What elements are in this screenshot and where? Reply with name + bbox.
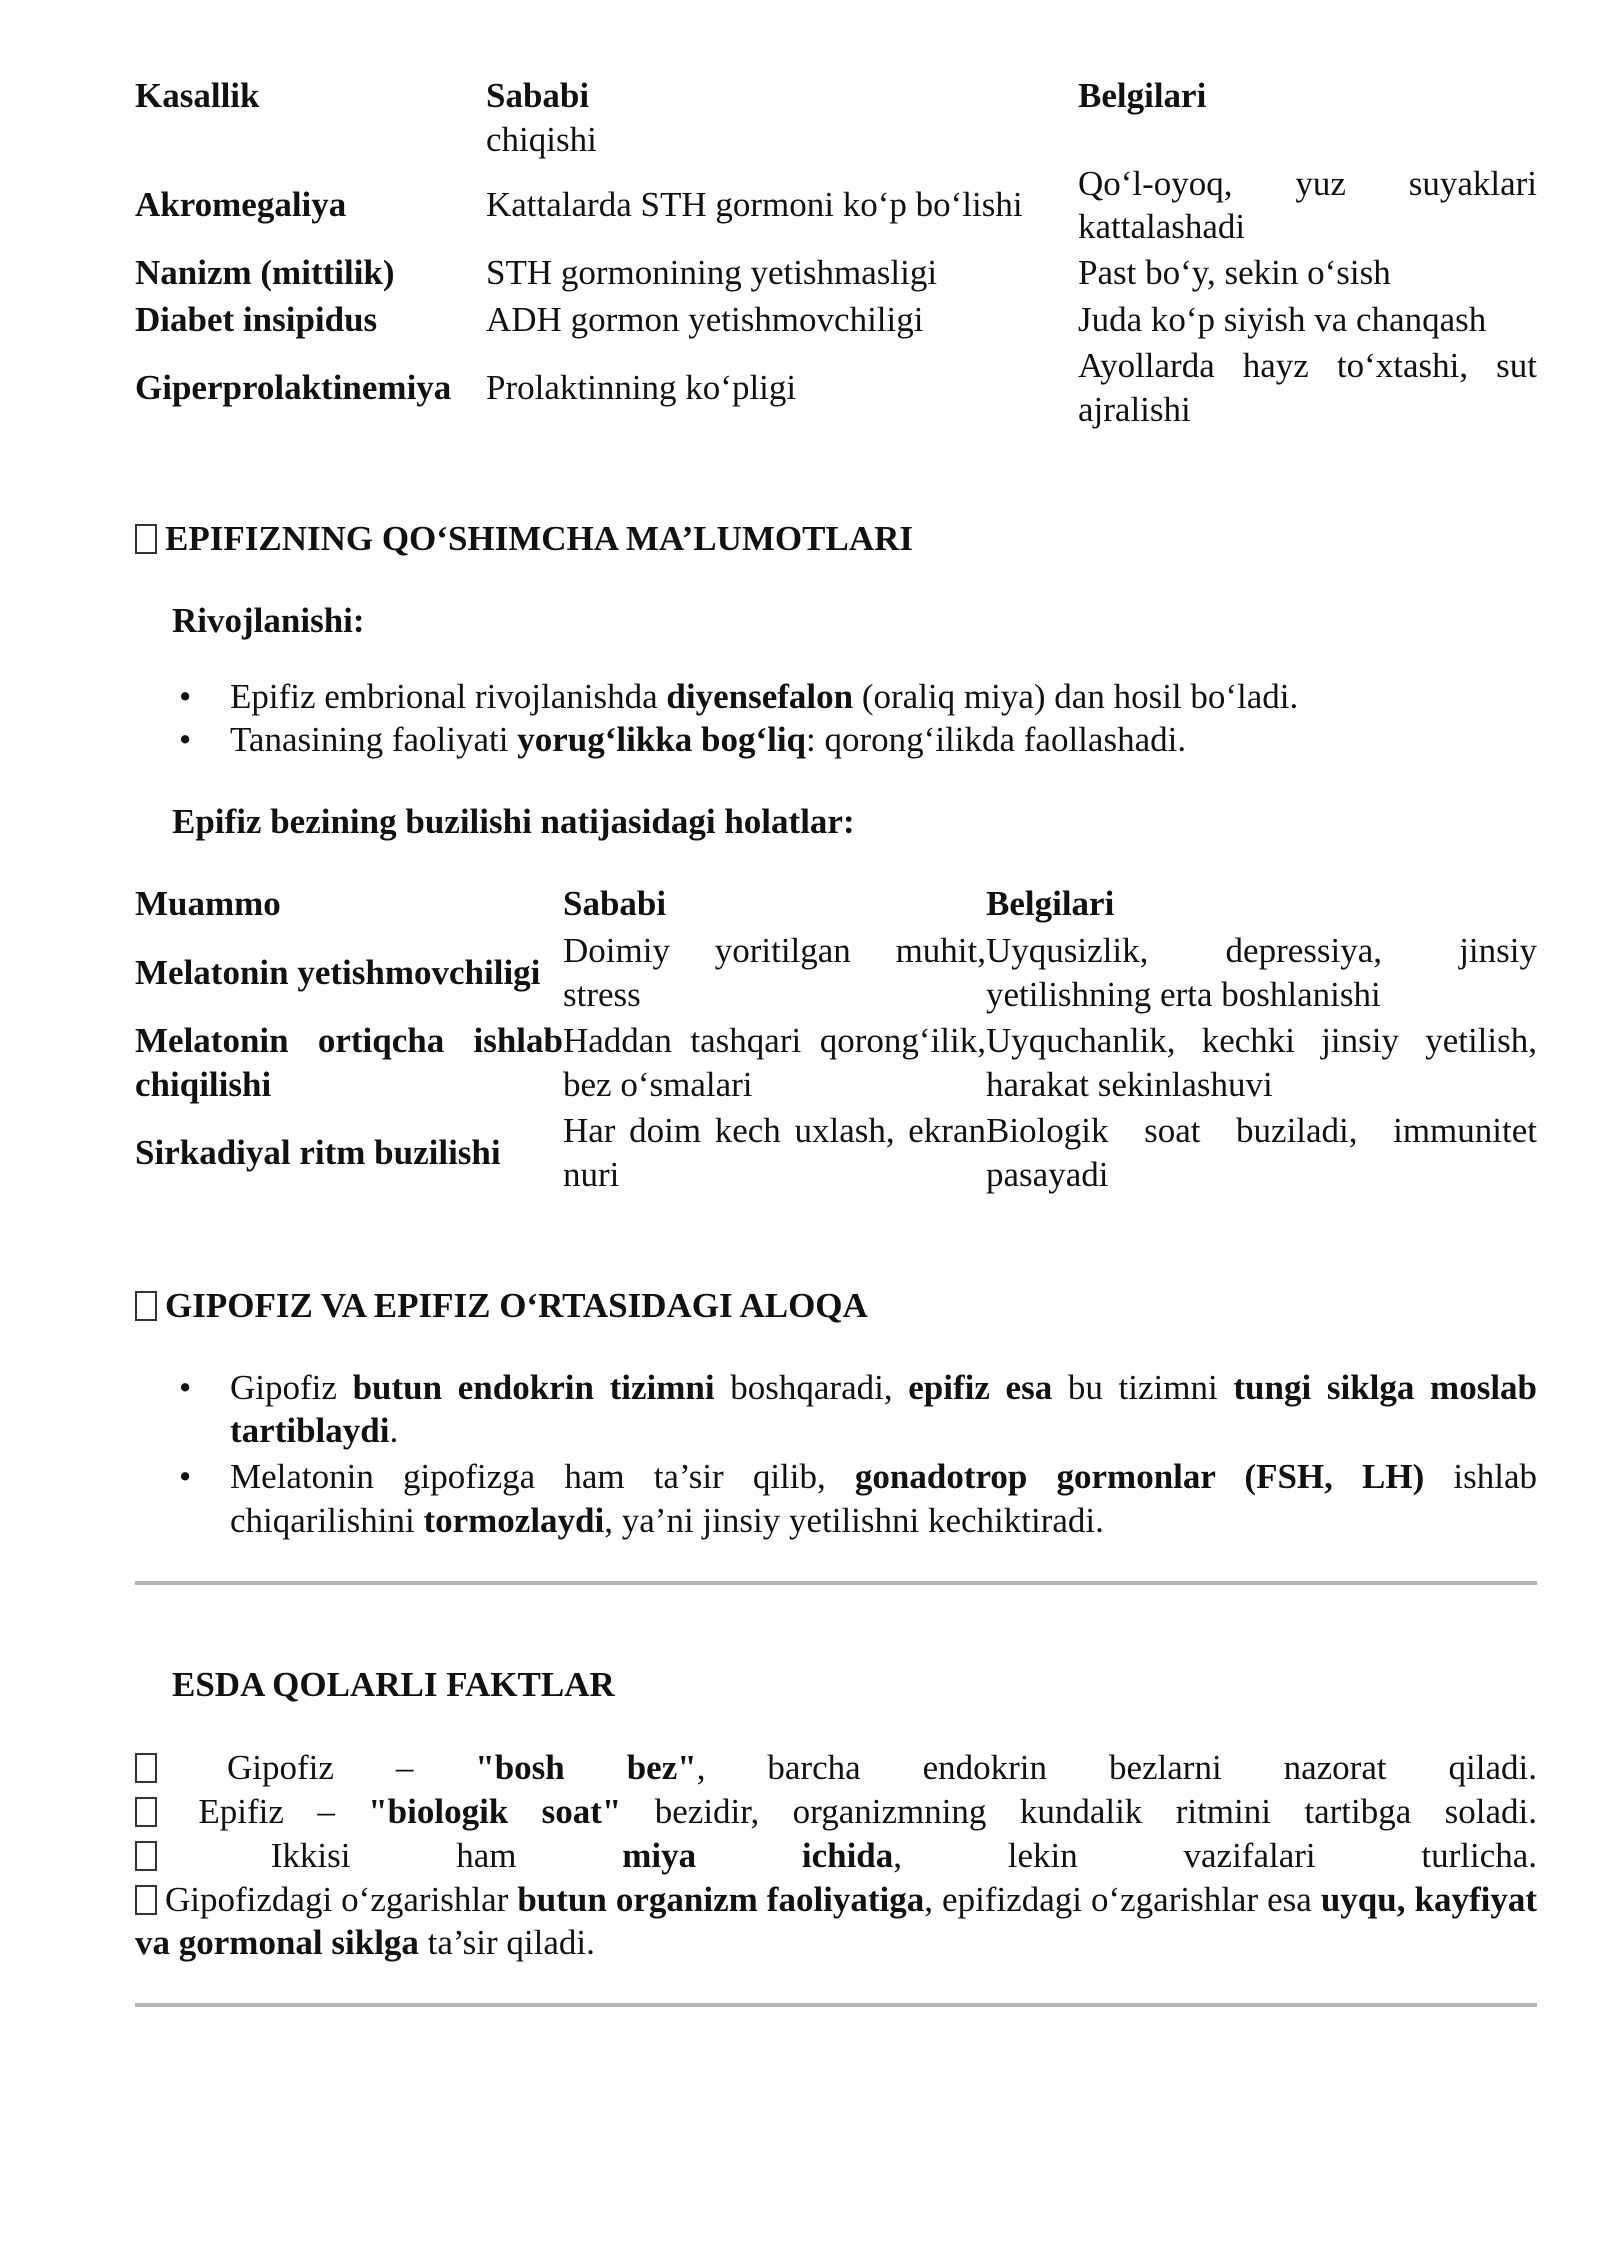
- symptoms-cell: Juda ko‘p siyish va chanqash: [1078, 299, 1487, 339]
- subheading-development: Rivojlanishi:: [172, 600, 365, 640]
- disease-name: Giperprolaktinemiya: [135, 368, 452, 408]
- table-header-row: [135, 882, 1537, 928]
- fact-line: Gipofiz – "bosh bez", barcha endokrin bezlarni nazorat qiladi.: [135, 1746, 1537, 1790]
- cause-cell: STH gormonining yetishmasligi: [486, 252, 938, 292]
- header-continuation: chiqishi: [486, 119, 597, 159]
- symptoms-cell: Uyquchanlik, kechki jinsiy yetilish, harakat sekinlashuvi: [986, 1021, 1537, 1104]
- fact-line: Ikkisi ham miya ichida, lekin vazifalari turlicha.: [135, 1834, 1537, 1878]
- epifiz-disorders-table: [135, 882, 1537, 1198]
- cause-cell: Doimiy yoritilgan muhit, stress: [563, 931, 986, 1014]
- symptoms-cell: Uyqusizlik, depressiya, jinsiy yetilishning erta boshlanishi: [986, 931, 1537, 1014]
- table-row: [135, 296, 1537, 343]
- table-header-cell: Belgilari: [986, 883, 1115, 923]
- disease-name: Nanizm (mittilik): [135, 252, 395, 292]
- disease-name: Diabet insipidus: [135, 299, 378, 339]
- table-row: [135, 1018, 1537, 1108]
- table-header-cell: Belgilari: [1078, 76, 1207, 115]
- symptoms-cell: Past bo‘y, sekin o‘sish: [1078, 252, 1391, 292]
- disease-name: Akromegaliya: [135, 185, 347, 225]
- table-header-cell: Kasallik: [135, 76, 260, 115]
- table-row: [135, 928, 1537, 1018]
- list-item: • Gipofiz butun endokrin tizimni boshqaradi, epifiz esa bu tizimni tungi siklga moslab tartiblaydi.: [230, 1366, 1537, 1454]
- list-item: • Tanasining faoliyati yorug‘likka bog‘liq: qorong‘ilikda faollashadi.: [230, 718, 1537, 762]
- cause-cell: Prolaktinning ko‘pligi: [486, 368, 797, 408]
- table-row: [135, 249, 1537, 296]
- table-row: [135, 162, 1537, 250]
- section-title-connection: GIPOFIZ VA EPIFIZ O‘RTASIDAGI ALOQA: [135, 1284, 1537, 1328]
- table-header-row: [135, 74, 1537, 162]
- connection-list: [135, 1366, 1537, 1543]
- symptoms-cell: Biologik soat buziladi, immunitet pasayadi: [986, 1111, 1537, 1194]
- fact-line: Gipofizdagi o‘zgarishlar butun organizm faoliyatiga, epifizdagi o‘zgarishlar esa uyqu, kayfiyat va gormonal siklga ta’sir qiladi.: [135, 1879, 1538, 1963]
- table-row: [135, 343, 1537, 433]
- problem-cell: Melatonin ortiqcha ishlab chiqilishi: [135, 1021, 563, 1104]
- missing-glyph-icon: [135, 1797, 157, 1827]
- symptoms-cell: Ayollarda hayz to‘xtashi, sut ajralishi: [1078, 346, 1537, 429]
- symptoms-cell: Qo‘l-oyoq, yuz suyaklari kattalashadi: [1078, 163, 1537, 247]
- facts-block: [135, 1746, 1537, 1965]
- subheading-disorders: Epifiz bezining buzilishi natijasidagi holatlar:: [172, 802, 855, 841]
- diseases-table: [135, 74, 1537, 433]
- missing-glyph-icon: [135, 1291, 157, 1321]
- table-header-cell: Muammo: [135, 883, 281, 923]
- missing-glyph-icon: [135, 524, 157, 554]
- horizontal-divider: [135, 1581, 1537, 1585]
- missing-glyph-icon: [135, 1885, 157, 1915]
- development-list: [135, 675, 1537, 763]
- cause-cell: Har doim kech uxlash, ekran nuri: [563, 1111, 986, 1194]
- missing-glyph-icon: [135, 1841, 157, 1871]
- problem-cell: Melatonin yetishmovchiligi: [135, 952, 541, 992]
- cause-cell: Haddan tashqari qorong‘ilik, bez o‘smalari: [563, 1021, 986, 1104]
- table-header-cell: Sababi: [563, 883, 667, 923]
- horizontal-divider: [135, 2003, 1537, 2007]
- section-title-facts: ESDA QOLARLI FAKTLAR: [172, 1664, 615, 1704]
- table-header-cell: Sababi chiqishi: [486, 74, 1078, 162]
- cause-cell: ADH gormon yetishmovchiligi: [486, 299, 924, 339]
- cause-cell: Kattalarda STH gormoni ko‘p bo‘lishi: [486, 185, 1023, 225]
- fact-line: Epifiz – "biologik soat" bezidir, organizmning kundalik ritmini tartibga soladi.: [135, 1790, 1537, 1834]
- missing-glyph-icon: [135, 1753, 157, 1783]
- problem-cell: Sirkadiyal ritm buzilishi: [135, 1132, 501, 1172]
- list-item: • Melatonin gipofizga ham ta’sir qilib, gonadotrop gormonlar (FSH, LH) ishlab chiqarilishini tormozlaydi, ya’ni jinsiy yetilishni kechiktiradi.: [230, 1455, 1537, 1543]
- table-row: [135, 1108, 1537, 1198]
- section-title-epifiz: EPIFIZNING QO‘SHIMCHA MA’LUMOTLARI: [135, 517, 1537, 561]
- list-item: • Epifiz embrional rivojlanishda diyensefalon (oraliq miya) dan hosil bo‘ladi.: [230, 675, 1537, 719]
- document-content: [135, 74, 1537, 2007]
